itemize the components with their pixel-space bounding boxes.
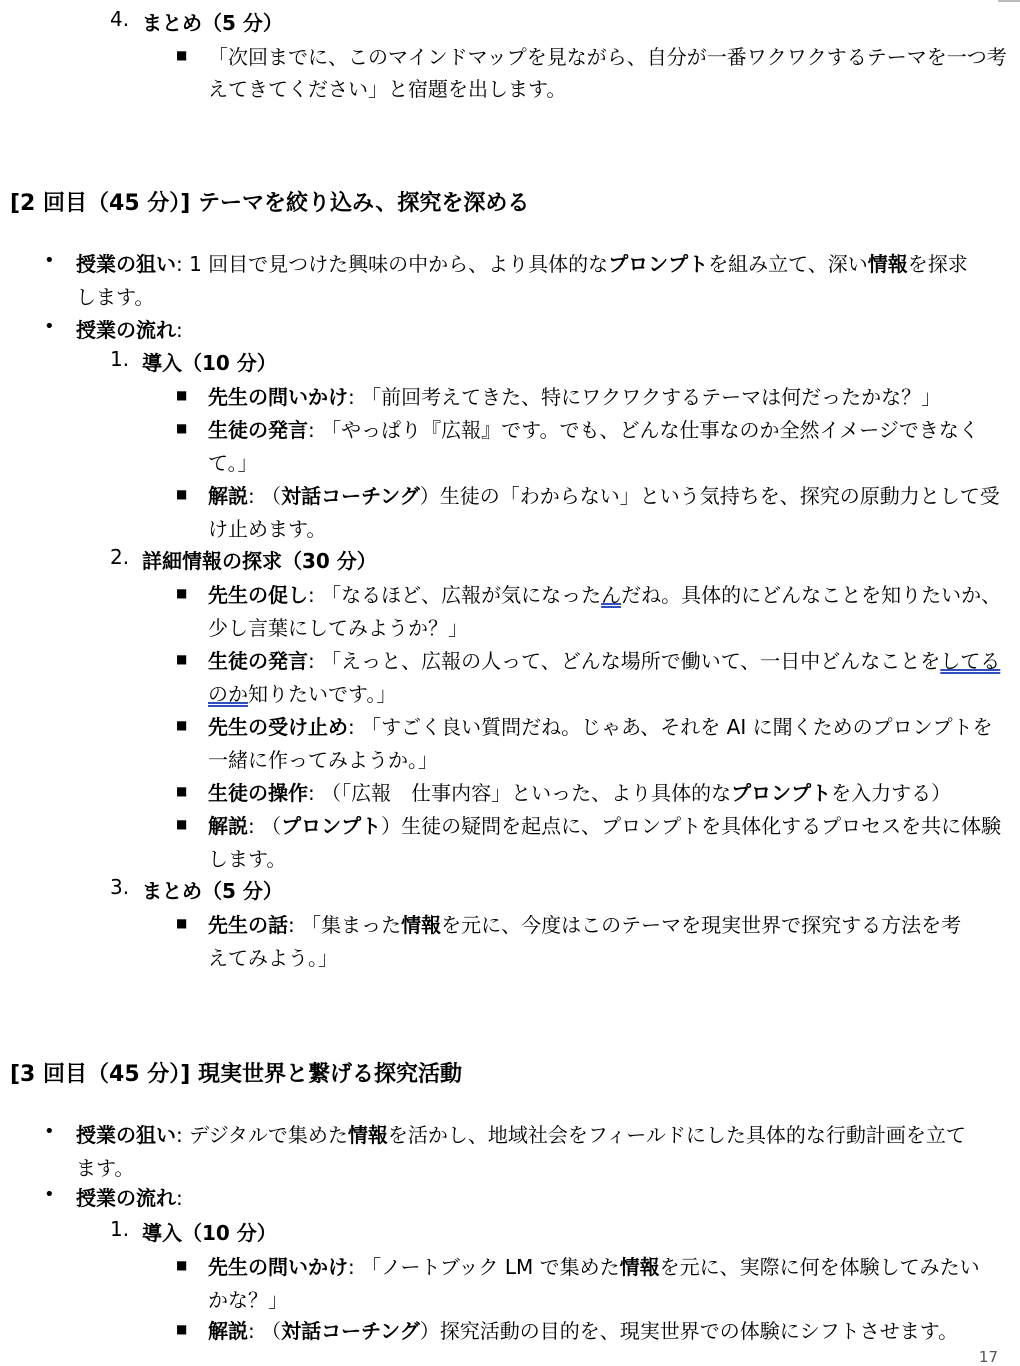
square-bullet-icon: ■ [176,421,188,435]
paragraph-line: します。 [76,285,155,309]
bullet-icon: • [44,250,55,271]
square-bullet-icon: ■ [176,652,188,666]
square-bullet-icon: ■ [176,817,188,831]
paragraph-line: えてみよう。」 [208,946,338,970]
list-number: 3. [110,875,130,899]
bullet-icon: • [44,316,55,337]
list-number: 4. [110,7,130,31]
paragraph-line: け止めます。 [208,517,327,541]
paragraph-line: て。」 [208,451,258,475]
section-heading: [2 回目（45 分）] テーマを絞り込み、探究を深める [10,191,530,216]
flow-label: 授業の流れ: [76,1186,183,1210]
square-bullet-icon: ■ [176,48,188,62]
paragraph-line: します。 [208,847,287,871]
flow-label: 授業の流れ: [76,318,183,342]
dialogue-line: 生徒の発言: 「やっぱり『広報』です。でも、どんな仕事なのか全然イメージできなく [208,418,979,442]
explanation-line: 解説: （対話コーチング）生徒の「わからない」という気持ちを、探究の原動力として受 [208,484,1000,508]
dialogue-line: 先生の促し: 「なるほど、広報が気になったんだね。具体的にどんなことを知りたいか、 [208,583,1002,607]
square-bullet-icon: ■ [176,1322,188,1336]
paragraph-line: 一緒に作ってみようか。」 [208,748,438,772]
square-bullet-icon: ■ [176,487,188,501]
paragraph-line: ます。 [76,1156,135,1180]
explanation-line: 解説: （対話コーチング）探究活動の目的を、現実世界での体験にシフトさせます。 [208,1319,959,1343]
list-item-title: まとめ（5 分） [142,11,283,35]
square-bullet-icon: ■ [176,916,188,930]
square-bullet-icon: ■ [176,1258,188,1272]
square-bullet-icon: ■ [176,388,188,402]
dialogue-line: 生徒の発言: 「えっと、広報の人って、どんな場所で働いて、一日中どんなことをしてる [208,649,1001,673]
dialogue-line: 先生の問いかけ: 「ノートブック LM で集めた情報を元に、実際に何を体験してみたい [208,1255,980,1279]
section-heading: [3 回目（45 分）] 現実世界と繋げる探究活動 [10,1062,463,1087]
list-number: 1. [110,347,130,371]
bullet-icon: • [44,1121,55,1142]
square-bullet-icon: ■ [176,586,188,600]
page-edge-marker [998,0,1020,2]
aim-line: 授業の狙い: デジタルで集めた情報を活かし、地域社会をフィールドにした具体的な行動計画を立て [76,1123,966,1147]
operation-line: 生徒の操作: （「広報 仕事内容」といった、より具体的なプロンプトを入力する） [208,781,952,805]
dialogue-line: 先生の受け止め: 「すごく良い質問だね。じゃあ、それを AI に聞くためのプロンプトを [208,715,993,739]
paragraph-line: のか知りたいです。」 [208,682,397,706]
explanation-line: 解説: （プロンプト）生徒の疑問を起点に、プロンプトを具体化するプロセスを共に体験 [208,814,1002,838]
square-bullet-icon: ■ [176,718,188,732]
list-item-title: まとめ（5 分） [142,879,283,903]
list-number: 2. [110,545,130,569]
list-item-title: 導入（10 分） [142,1221,277,1245]
page-number: 17 [978,1348,998,1366]
dialogue-line: 先生の話: 「集まった情報を元に、今度はこのテーマを現実世界で探究する方法を考 [208,913,962,937]
aim-line: 授業の狙い: 1 回目で見つけた興味の中から、より具体的なプロンプトを組み立て、深い情報を探求 [76,252,968,276]
paragraph-line: えてきてください」と宿題を出します。 [208,77,567,101]
list-item-title: 導入（10 分） [142,351,277,375]
list-item-title: 詳細情報の探求（30 分） [142,549,377,573]
list-number: 1. [110,1217,130,1241]
bullet-icon: • [44,1184,55,1205]
paragraph-line: 「次回までに、このマインドマップを見ながら、自分が一番ワクワクするテーマを一つ考 [208,45,1007,69]
square-bullet-icon: ■ [176,784,188,798]
dialogue-line: 先生の問いかけ: 「前回考えてきた、特にワクワクするテーマは何だったかな？」 [208,385,942,409]
paragraph-line: 少し言葉にしてみようか？」 [208,616,468,640]
paragraph-line: かな？」 [208,1288,288,1312]
